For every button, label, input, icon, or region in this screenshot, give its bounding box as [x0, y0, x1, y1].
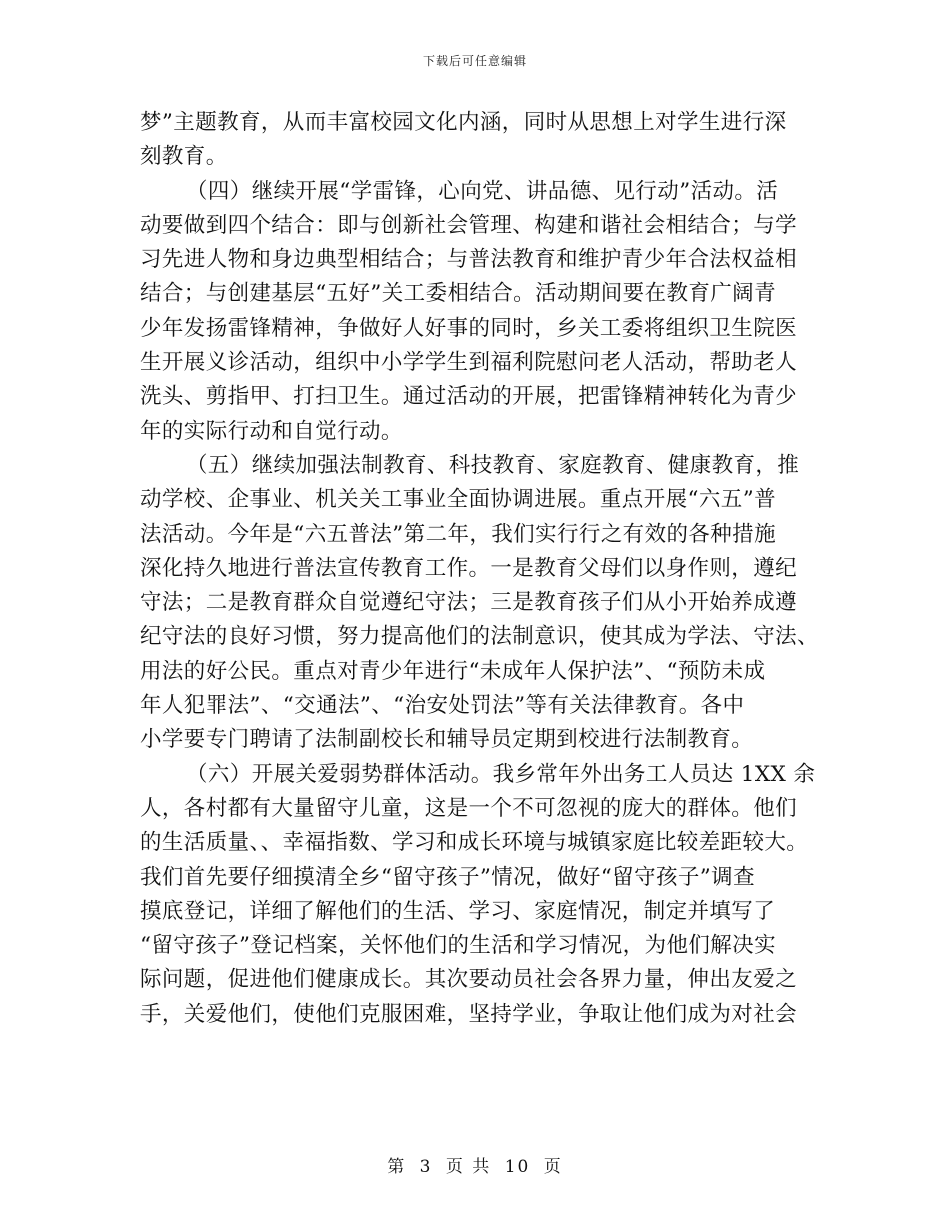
- text-line: 生开展义诊活动，组织中小学学生到福利院慰问老人活动，帮助老人: [140, 350, 798, 376]
- text-line: 洗头、剪指甲、打扫卫生。通过活动的开展，把雷锋精神转化为青少: [140, 384, 798, 410]
- page-header: 下载后可任意编辑: [422, 54, 527, 68]
- text-line: 刻教育。: [140, 144, 228, 170]
- text-line: 习先进人物和身边典型相结合；与普法教育和维护青少年合法权益相: [140, 247, 798, 273]
- text-line: 纪守法的良好习惯，努力提高他们的法制意识，使其成为学法、守法、: [140, 624, 819, 650]
- text-line: 人，各村都有大量留守儿童，这是一个不可忽视的庞大的群体。他们: [140, 795, 798, 821]
- text-line: （六）开展关爱弱势群体活动。我乡常年外出务工人员达 1XX 余: [186, 761, 816, 787]
- text-line: 动学校、企事业、机关关工事业全面协调进展。重点开展“六五”普: [140, 487, 776, 513]
- text-line: 摸底登记，详细了解他们的生活、学习、家庭情况，制定并填写了: [140, 898, 776, 924]
- text-line: 结合；与创建基层“五好”关工委相结合。活动期间要在教育广阔青: [140, 281, 776, 307]
- text-line: （五）继续加强法制教育、科技教育、家庭教育、健康教育，推: [186, 452, 800, 478]
- page-footer: [0, 1152, 950, 1177]
- footer-total-pages: 10: [504, 1157, 531, 1177]
- text-line: 用法的好公民。重点对青少年进行“未成年人保护法”、“预防未成: [140, 658, 766, 684]
- text-line: 际问题，促进他们健康成长。其次要动员社会各界力量，伸出友爱之: [140, 967, 798, 993]
- text-line: 法活动。今年是“六五普法”第二年，我们实行行之有效的各种措施: [140, 521, 776, 547]
- text-line: 动要做到四个结合：即与创新社会管理、构建和谐社会相结合；与学: [140, 212, 798, 238]
- document-body: [140, 106, 819, 1032]
- footer-prefix: 第: [387, 1157, 407, 1177]
- text-line: 深化持久地进行普法宣传教育工作。一是教育父母们以身作则，遵纪: [140, 555, 798, 581]
- text-line: 手，关爱他们，使他们克服困难，坚持学业，争取让他们成为对社会: [140, 1001, 798, 1027]
- text-line: 守法；二是教育群众自觉遵纪守法；三是教育孩子们从小开始养成遵: [140, 590, 798, 616]
- text-line: 年的实际行动和自觉行动。: [140, 418, 403, 444]
- text-line: 年人犯罪法”、“交通法”、“治安处罚法”等有关法律教育。各中: [140, 693, 745, 719]
- text-line: “留守孩子”登记档案，关怀他们的生活和学习情况，为他们解决实: [140, 933, 776, 959]
- text-line: 的生活质量、、幸福指数、学习和成长环境与城镇家庭比较差距较大。: [140, 830, 809, 856]
- text-line: 梦”主题教育，从而丰富校园文化内涵，同时从思想上对学生进行深: [140, 110, 787, 135]
- text-line: 少年发扬雷锋精神，争做好人好事的同时，乡关工委将组织卫生院医: [140, 315, 798, 341]
- footer-suffix: 页: [543, 1157, 563, 1177]
- footer-middle: 页 共: [445, 1157, 492, 1177]
- text-line: 我们首先要仔细摸清全乡“留守孩子”情况，做好“留守孩子”调查: [140, 864, 755, 890]
- text-line: （四）继续开展“学雷锋，心向党、讲品德、见行动”活动。活: [186, 178, 779, 204]
- footer-page-number: 3: [419, 1157, 433, 1177]
- text-line: 小学要专门聘请了法制副校长和辅导员定期到校进行法制教育。: [140, 727, 754, 753]
